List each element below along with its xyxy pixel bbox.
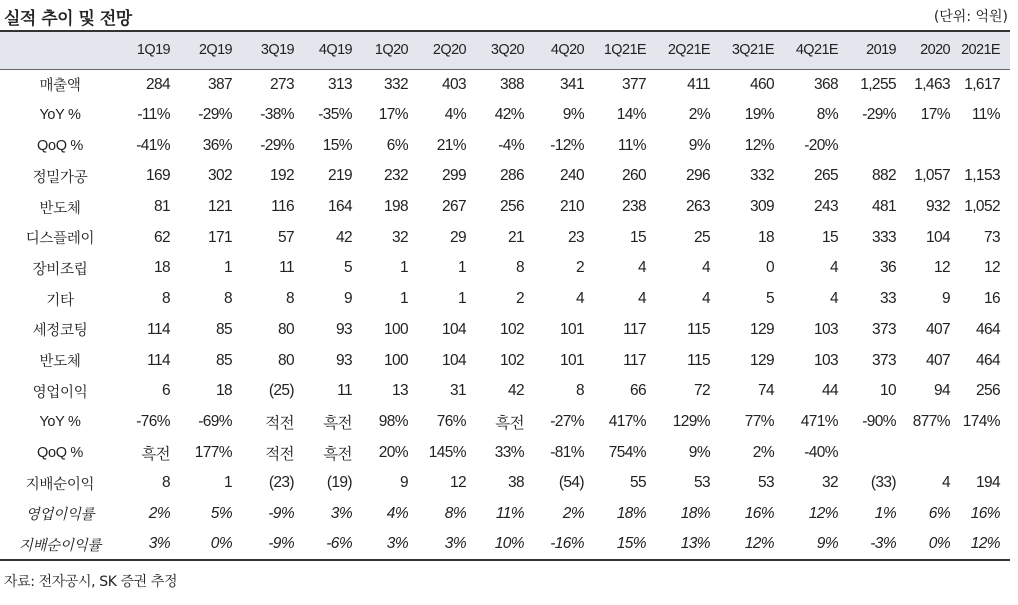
unit-label: (단위: 억원) <box>933 9 1008 25</box>
table-cell: 13% <box>680 535 710 553</box>
table-cell: 145% <box>428 443 466 461</box>
table-cell: 33% <box>494 443 524 461</box>
table-cell: 93 <box>335 320 352 338</box>
table-cell: 1 <box>223 474 232 492</box>
table-cell: 2% <box>688 106 710 124</box>
table-cell: 적전 <box>265 414 294 432</box>
table-cell: 284 <box>145 75 170 93</box>
table-cell: 12 <box>983 259 1000 277</box>
row-label: 디스플레이 <box>25 231 95 248</box>
table-row <box>0 100 1010 131</box>
table-cell: 104 <box>441 320 466 338</box>
row-label: QoQ % <box>36 137 84 154</box>
table-cell: 169 <box>145 167 170 185</box>
column-header: 4Q21E <box>795 42 838 59</box>
table-cell: 101 <box>559 320 584 338</box>
table-cell: 9% <box>562 106 584 124</box>
table-cell: 267 <box>441 198 466 216</box>
row-label: 지배순이익 <box>25 476 95 493</box>
table-cell: 2% <box>752 443 774 461</box>
table-cell: (23) <box>268 474 294 492</box>
table-cell: 11% <box>971 106 1000 124</box>
table-cell: 16% <box>970 504 1000 522</box>
table-cell: 373 <box>871 351 896 369</box>
table-cell: 332 <box>749 167 774 185</box>
table-cell: 341 <box>559 75 584 93</box>
table-cell: 76% <box>436 412 466 430</box>
row-label: 정밀가공 <box>32 169 88 186</box>
table-cell: 238 <box>621 198 646 216</box>
table-cell: 177% <box>194 443 232 461</box>
table-cell: 42 <box>335 228 352 246</box>
table-cell: 0% <box>210 535 232 553</box>
table-cell: 19% <box>744 106 774 124</box>
table-cell: -20% <box>804 136 838 154</box>
table-cell: 80 <box>277 351 294 369</box>
table-cell: 117 <box>623 320 646 338</box>
table-cell: 309 <box>749 198 774 216</box>
table-cell: 1,052 <box>964 198 1000 216</box>
table-cell: 273 <box>269 75 294 93</box>
table-cell: 4 <box>701 290 710 308</box>
table-cell: 42% <box>494 106 524 124</box>
table-cell: 53 <box>693 474 710 492</box>
table-cell: 11 <box>279 259 294 277</box>
table-cell: 5% <box>210 504 232 522</box>
table-cell: 17% <box>378 106 408 124</box>
table-cell: 36 <box>879 259 896 277</box>
column-header: 1Q20 <box>374 42 408 59</box>
table-row <box>0 161 1010 192</box>
table-cell: 256 <box>975 382 1000 400</box>
table-cell: (25) <box>268 382 294 400</box>
table-cell: 115 <box>687 351 710 369</box>
table-cell: 102 <box>499 351 524 369</box>
table-cell: 260 <box>621 167 646 185</box>
table-cell: -81% <box>550 443 584 461</box>
column-header: 4Q20 <box>550 42 584 59</box>
table-cell: 57 <box>277 228 294 246</box>
table-cell: 411 <box>687 75 710 93</box>
table-cell: 44 <box>821 382 838 400</box>
table-cell: 407 <box>925 320 950 338</box>
table-cell: 210 <box>559 198 584 216</box>
table-cell: 9% <box>816 535 838 553</box>
table-cell: 115 <box>687 320 710 338</box>
table-row <box>0 69 1010 100</box>
column-header: 2Q20 <box>432 42 466 59</box>
table-cell: 464 <box>975 351 1000 369</box>
table-cell <box>848 130 906 161</box>
row-label: 장비조립 <box>32 261 88 278</box>
table-cell: -4% <box>498 136 524 154</box>
table-cell: 20% <box>378 443 408 461</box>
table-row <box>0 529 1010 560</box>
table-cell: -12% <box>550 136 584 154</box>
table-cell: 10% <box>494 535 524 553</box>
table-cell: 9 <box>941 290 950 308</box>
table-row <box>0 499 1010 530</box>
row-label: 매출액 <box>39 78 81 95</box>
table-cell: 73 <box>983 228 1000 246</box>
table-cell: 377 <box>621 75 646 93</box>
table-cell: 219 <box>327 167 352 185</box>
row-label: 반도체 <box>39 354 81 371</box>
table-row <box>0 130 1010 161</box>
table-cell: 12% <box>744 535 774 553</box>
table-cell: 32 <box>391 228 408 246</box>
table-cell: 17% <box>920 106 950 124</box>
table-cell: 3% <box>444 535 466 553</box>
table-cell: 9 <box>343 290 352 308</box>
row-label: YoY % <box>39 107 81 124</box>
table-cell: 129 <box>749 320 774 338</box>
table-cell: 4% <box>386 504 408 522</box>
table-cell: -40% <box>804 443 838 461</box>
table-cell: 15% <box>322 136 352 154</box>
table-cell: 296 <box>685 167 710 185</box>
table-cell: 77% <box>744 412 774 430</box>
table-cell: 333 <box>871 228 896 246</box>
table-cell: 흑전 <box>323 445 352 463</box>
table-row <box>0 192 1010 223</box>
table-cell: 적전 <box>265 445 294 463</box>
column-header: 4Q19 <box>318 42 352 59</box>
table-cell: 55 <box>629 474 646 492</box>
column-header: 2021E <box>961 42 1000 59</box>
table-cell: 256 <box>499 198 524 216</box>
table-cell: -3% <box>870 535 896 553</box>
column-header: 3Q19 <box>260 42 294 59</box>
row-label: 기타 <box>46 292 74 309</box>
table-cell: 32 <box>821 474 838 492</box>
table-cell: 11% <box>495 504 524 522</box>
table-cell: 3% <box>386 535 408 553</box>
table-cell: 417% <box>608 412 646 430</box>
row-label: 영업이익 <box>32 384 88 401</box>
table-cell: 102 <box>499 320 524 338</box>
table-cell: -29% <box>862 106 896 124</box>
table-cell: 4 <box>829 290 838 308</box>
source-note: 자료: 전자공시, SK 증권 추정 <box>4 574 178 590</box>
table-cell: -11% <box>137 106 170 124</box>
table-row <box>0 345 1010 376</box>
table-cell: 62 <box>153 228 170 246</box>
table-cell: 1% <box>874 504 896 522</box>
row-label: YoY % <box>39 413 81 430</box>
table-cell <box>906 130 960 161</box>
table-cell: 2% <box>148 504 170 522</box>
table-cell: 흑전 <box>141 445 170 463</box>
row-label: 반도체 <box>39 200 81 217</box>
table-cell: 흑전 <box>495 414 524 432</box>
table-cell: 882 <box>871 167 896 185</box>
table-cell: 85 <box>215 320 232 338</box>
table-cell: 4 <box>575 290 584 308</box>
table-cell: 265 <box>813 167 838 185</box>
table-cell: 100 <box>383 320 408 338</box>
column-header: 1Q21E <box>603 42 646 59</box>
table-cell: 460 <box>749 75 774 93</box>
column-header: 2Q21E <box>667 42 710 59</box>
table-cell: -6% <box>326 535 352 553</box>
table-row <box>0 253 1010 284</box>
table-cell: 4% <box>444 106 466 124</box>
table-cell: 232 <box>383 167 408 185</box>
table-cell: 387 <box>207 75 232 93</box>
table-cell: 332 <box>383 75 408 93</box>
table-cell: 104 <box>925 228 950 246</box>
column-header: 3Q21E <box>731 42 774 59</box>
table-cell: 1,255 <box>860 75 896 93</box>
table-cell: 8 <box>515 259 524 277</box>
table-title: 실적 추이 및 전망 <box>4 9 132 29</box>
table-cell: 1 <box>399 290 408 308</box>
table-cell: 6% <box>928 504 950 522</box>
table-cell: (54) <box>558 474 584 492</box>
table-cell: 407 <box>925 351 950 369</box>
table-cell: 18 <box>215 382 232 400</box>
table-row <box>0 376 1010 407</box>
table-cell: 8% <box>816 106 838 124</box>
table-cell: 21 <box>507 228 524 246</box>
table-cell: 471% <box>800 412 838 430</box>
table-row <box>0 437 1010 468</box>
table-cell: 368 <box>813 75 838 93</box>
table-cell: 81 <box>153 198 170 216</box>
column-header: 2020 <box>920 42 950 59</box>
table-cell: 8% <box>444 504 466 522</box>
table-cell: -29% <box>260 136 294 154</box>
table-cell: 2% <box>562 504 584 522</box>
table-cell: 129 <box>749 351 774 369</box>
table-cell: 0 <box>765 259 774 277</box>
table-cell: 403 <box>441 75 466 93</box>
table-cell: 18% <box>616 504 646 522</box>
table-cell: 103 <box>813 351 838 369</box>
table-cell: 12 <box>933 259 950 277</box>
table-cell: 4 <box>637 290 646 308</box>
table-cell: -90% <box>862 412 896 430</box>
table-cell: -69% <box>198 412 232 430</box>
table-cell: 8 <box>223 290 232 308</box>
table-cell: 12% <box>744 136 774 154</box>
table-cell: 101 <box>559 351 584 369</box>
table-cell: -16% <box>550 535 584 553</box>
table-cell: (33) <box>870 474 896 492</box>
table-cell: 12% <box>808 504 838 522</box>
table-cell: 15 <box>821 228 838 246</box>
table-cell: 129% <box>672 412 710 430</box>
table-cell: 5 <box>343 259 352 277</box>
table-cell: 6 <box>161 382 170 400</box>
table-cell: 42 <box>507 382 524 400</box>
table-cell: 114 <box>147 351 170 369</box>
table-cell: 9 <box>399 474 408 492</box>
table-cell: 16 <box>983 290 1000 308</box>
row-label: 지배순이익률 <box>18 537 102 554</box>
header-label-cell <box>0 31 120 69</box>
table-cell: 33 <box>879 290 896 308</box>
column-header: 2019 <box>866 42 896 59</box>
table-cell: 4 <box>829 259 838 277</box>
table-body <box>0 69 1010 560</box>
table-cell: 2 <box>575 259 584 277</box>
table-cell: -41% <box>136 136 170 154</box>
table-cell: (19) <box>326 474 352 492</box>
table-row <box>0 284 1010 315</box>
table-cell: 85 <box>215 351 232 369</box>
table-cell: 1,153 <box>964 167 1000 185</box>
table-row <box>0 222 1010 253</box>
table-cell <box>960 437 1010 468</box>
table-cell: 23 <box>567 228 584 246</box>
table-cell: 3% <box>148 535 170 553</box>
table-cell: 36% <box>202 136 232 154</box>
table-cell: 15 <box>629 228 646 246</box>
table-cell: 104 <box>441 351 466 369</box>
table-cell: 53 <box>757 474 774 492</box>
table-cell: 25 <box>693 228 710 246</box>
column-header: 3Q20 <box>490 42 524 59</box>
table-cell: 313 <box>327 75 352 93</box>
table-cell: 98% <box>378 412 408 430</box>
table-cell: 11 <box>337 382 352 400</box>
table-cell: 0% <box>928 535 950 553</box>
table-cell: 388 <box>499 75 524 93</box>
table-cell: 240 <box>559 167 584 185</box>
table-cell <box>906 437 960 468</box>
table-cell: 12% <box>970 535 1000 553</box>
table-cell: 1 <box>457 259 466 277</box>
row-label: 세정코팅 <box>32 323 88 340</box>
table-cell: 198 <box>383 198 408 216</box>
table-cell: 12 <box>449 474 466 492</box>
table-cell: 174% <box>962 412 1000 430</box>
table-cell: 31 <box>449 382 466 400</box>
table-cell: 21% <box>436 136 466 154</box>
table-cell: 299 <box>441 167 466 185</box>
table-cell: 9% <box>688 443 710 461</box>
table-row <box>0 315 1010 346</box>
table-cell: 15% <box>616 535 646 553</box>
table-cell: 18% <box>680 504 710 522</box>
row-label: 영업이익률 <box>25 507 95 524</box>
table-cell: 243 <box>813 198 838 216</box>
table-cell: 171 <box>207 228 232 246</box>
table-cell: 1,057 <box>914 167 950 185</box>
table-cell: 192 <box>269 167 294 185</box>
table-cell: 72 <box>693 382 710 400</box>
table-cell: 38 <box>507 474 524 492</box>
column-header: 2Q19 <box>198 42 232 59</box>
table-cell: 93 <box>335 351 352 369</box>
table-cell: 1 <box>399 259 408 277</box>
table-cell: 2 <box>515 290 524 308</box>
table-cell: 100 <box>383 351 408 369</box>
table-row <box>0 468 1010 499</box>
earnings-table <box>0 30 1010 561</box>
table-cell <box>848 437 906 468</box>
table-cell: 5 <box>765 290 774 308</box>
table-cell: 8 <box>161 290 170 308</box>
table-cell: 18 <box>153 259 170 277</box>
table-cell: 4 <box>637 259 646 277</box>
table-cell: -29% <box>198 106 232 124</box>
table-cell: 8 <box>575 382 584 400</box>
table-cell: 754% <box>608 443 646 461</box>
table-cell: 11% <box>617 136 646 154</box>
table-cell: 8 <box>285 290 294 308</box>
table-cell: 29 <box>449 228 466 246</box>
table-cell: 80 <box>277 320 294 338</box>
column-header: 1Q19 <box>136 42 170 59</box>
table-cell: 194 <box>975 474 1000 492</box>
table-cell: 116 <box>271 198 294 216</box>
table-cell: 164 <box>327 198 352 216</box>
table-cell: 94 <box>933 382 950 400</box>
table-cell: 302 <box>207 167 232 185</box>
table-cell: 464 <box>975 320 1000 338</box>
header-row <box>0 31 1010 69</box>
table-cell: 286 <box>499 167 524 185</box>
table-cell: 9% <box>688 136 710 154</box>
table-cell: 74 <box>757 382 774 400</box>
table-cell: 481 <box>871 198 896 216</box>
table-cell: 6% <box>386 136 408 154</box>
table-cell: 1,463 <box>914 75 950 93</box>
table-cell: -38% <box>260 106 294 124</box>
table-cell: 263 <box>685 198 710 216</box>
table-cell: 4 <box>701 259 710 277</box>
table-row <box>0 407 1010 438</box>
table-cell: 932 <box>925 198 950 216</box>
table-cell: -76% <box>136 412 170 430</box>
table-cell: 103 <box>813 320 838 338</box>
table-cell: 14% <box>616 106 646 124</box>
table-cell: 877% <box>912 412 950 430</box>
row-label: QoQ % <box>36 444 84 461</box>
table-cell: 흑전 <box>323 414 352 432</box>
table-cell: -27% <box>550 412 584 430</box>
table-cell: 10 <box>879 382 896 400</box>
table-cell: -9% <box>268 504 294 522</box>
table-cell: 8 <box>161 474 170 492</box>
table-cell: -9% <box>268 535 294 553</box>
table-cell: -35% <box>318 106 352 124</box>
table-cell: 3% <box>330 504 352 522</box>
table-cell: 114 <box>147 320 170 338</box>
table-cell <box>960 130 1010 161</box>
table-cell: 1,617 <box>964 75 1000 93</box>
table-cell: 13 <box>391 382 408 400</box>
table-cell: 16% <box>744 504 774 522</box>
table-cell: 121 <box>207 198 232 216</box>
table-cell: 1 <box>223 259 232 277</box>
table-cell: 18 <box>757 228 774 246</box>
table-cell: 66 <box>629 382 646 400</box>
table-cell: 4 <box>941 474 950 492</box>
table-cell: 117 <box>623 351 646 369</box>
table-cell: 1 <box>457 290 466 308</box>
table-cell: 373 <box>871 320 896 338</box>
